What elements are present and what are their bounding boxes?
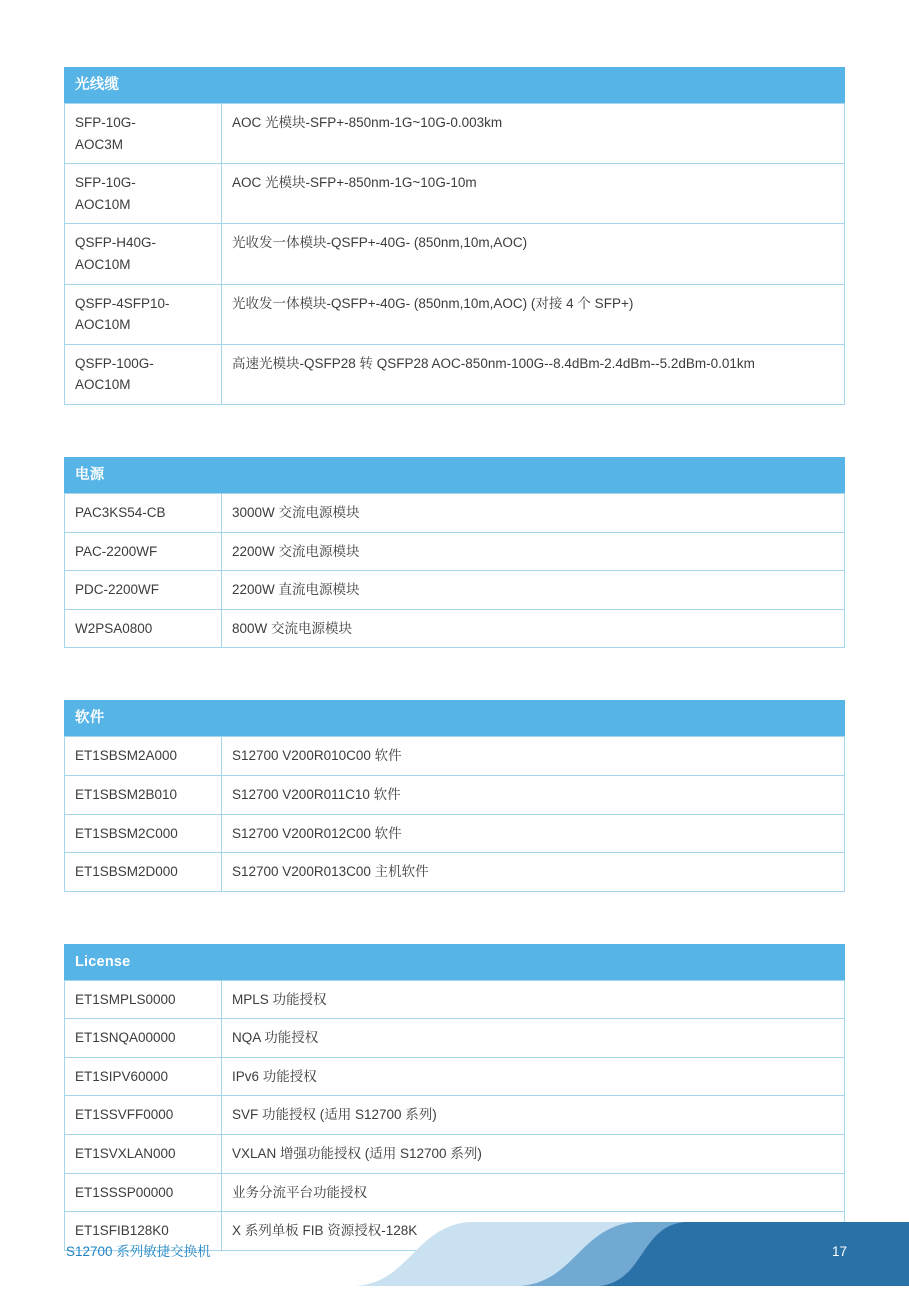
- model-code: QSFP-H40G-AOC10M: [65, 224, 222, 283]
- model-description: MPLS 功能授权: [232, 991, 327, 1007]
- model-description: S12700 V200R012C00 软件: [232, 825, 402, 841]
- table-row: [65, 1018, 844, 1057]
- model-code: PAC-2200WF: [65, 533, 222, 571]
- table-row: [65, 1057, 844, 1096]
- model-code: ET1SBSM2A000: [65, 737, 222, 775]
- model-description: 高速光模块-QSFP28 转 QSFP28 AOC-850nm-100G--8.4dBm-2.4dBm--5.2dBm-0.01km: [232, 355, 755, 371]
- table-row: [65, 1095, 844, 1134]
- table-software: [64, 700, 845, 891]
- table-title-power-supply: 电源: [64, 457, 845, 493]
- model-description: NQA 功能授权: [232, 1030, 319, 1046]
- table-row: [65, 570, 844, 609]
- model-code: ET1SIPV60000: [65, 1058, 222, 1096]
- model-code: ET1SBSM2B010: [65, 776, 222, 814]
- model-description: S12700 V200R011C10 软件: [232, 786, 401, 802]
- model-description: 光收发一体模块-QSFP+-40G- (850nm,10m,AOC): [232, 235, 528, 251]
- table-body-optical-cables: [64, 103, 845, 405]
- model-code: W2PSA0800: [65, 610, 222, 648]
- model-code: ET1SBSM2C000: [65, 815, 222, 853]
- model-code: QSFP-4SFP10-AOC10M: [65, 285, 222, 344]
- model-code: ET1SSVFF0000: [65, 1096, 222, 1134]
- model-code: QSFP-100G-AOC10M: [65, 345, 222, 404]
- table-title-license: License: [64, 944, 845, 980]
- model-code: ET1SVXLAN000: [65, 1135, 222, 1173]
- table-row: [65, 775, 844, 814]
- model-description: 2200W 直流电源模块: [232, 582, 360, 598]
- model-description: S12700 V200R013C00 主机软件: [232, 864, 429, 880]
- model-description: 光收发一体模块-QSFP+-40G- (850nm,10m,AOC) (对接 4 个 SFP+): [232, 295, 634, 311]
- page-number: 17: [831, 1244, 847, 1259]
- model-code: ET1SNQA00000: [65, 1019, 222, 1057]
- model-description: 800W 交流电源模块: [232, 620, 353, 636]
- model-description: AOC 光模块-SFP+-850nm-1G~10G-10m: [232, 175, 477, 191]
- table-row: [65, 814, 844, 853]
- model-description: X 系列单板 FIB 资源授权-128K: [232, 1223, 418, 1239]
- model-description: 业务分流平台功能授权: [232, 1184, 367, 1200]
- table-row: [65, 1134, 844, 1173]
- page-content: [64, 67, 845, 1303]
- table-row: [65, 532, 844, 571]
- table-body-software: [64, 736, 845, 891]
- page-footer: [0, 1190, 909, 1286]
- table-row: [65, 163, 844, 223]
- model-description: 3000W 交流电源模块: [232, 504, 360, 520]
- table-optical-cables: [64, 67, 845, 405]
- model-description: S12700 V200R010C00 软件: [232, 748, 402, 764]
- model-code: PAC3KS54-CB: [65, 494, 222, 532]
- model-code: PDC-2200WF: [65, 571, 222, 609]
- footer-doc-title: S12700 系列敏捷交换机: [66, 1244, 211, 1259]
- model-code: ET1SSSP00000: [65, 1174, 222, 1212]
- model-description: IPv6 功能授权: [232, 1068, 317, 1084]
- model-code: ET1SMPLS0000: [65, 981, 222, 1019]
- model-code: SFP-10G-AOC10M: [65, 164, 222, 223]
- model-code: SFP-10G-AOC3M: [65, 104, 222, 163]
- model-description: 2200W 交流电源模块: [232, 543, 360, 559]
- model-description: AOC 光模块-SFP+-850nm-1G~10G-0.003km: [232, 115, 503, 130]
- table-row: [65, 344, 844, 404]
- table-power-supply: [64, 457, 845, 648]
- table-row: [65, 493, 844, 532]
- table-title-software: 软件: [64, 700, 845, 736]
- model-description: VXLAN 增强功能授权 (适用 S12700 系列): [232, 1146, 482, 1162]
- table-row: [65, 103, 844, 163]
- table-title-optical-cables: 光线缆: [64, 67, 845, 103]
- table-row: [65, 980, 844, 1019]
- model-code: ET1SFIB128K0: [65, 1212, 222, 1250]
- model-code: ET1SBSM2D000: [65, 853, 222, 891]
- table-row: [65, 284, 844, 344]
- table-body-power-supply: [64, 493, 845, 648]
- table-row: [65, 736, 844, 775]
- model-description: SVF 功能授权 (适用 S12700 系列): [232, 1107, 437, 1123]
- table-row: [65, 609, 844, 648]
- table-row: [65, 223, 844, 283]
- table-row: [65, 852, 844, 891]
